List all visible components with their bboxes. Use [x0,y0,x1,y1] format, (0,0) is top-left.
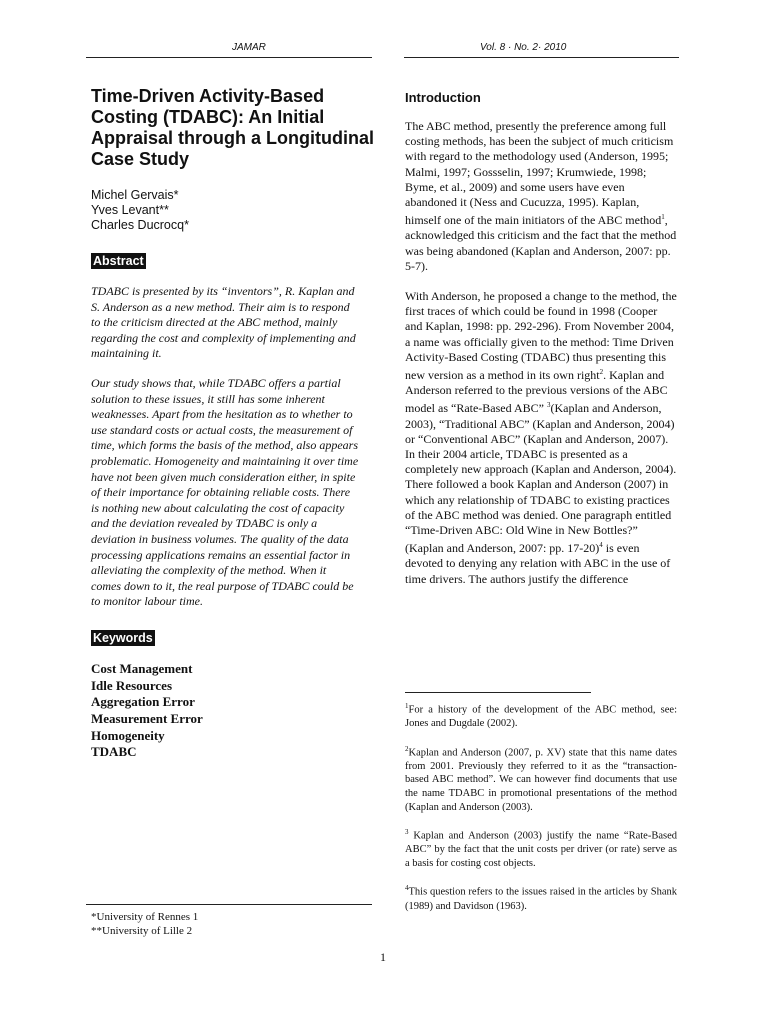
footnote: $^2$Kaplan and Anderson (2007, p. XV) state that this name dates from 2001. Previously they referred to it as the “transaction-based ABC method”. We can however find documents that use the name TDABC in promotional presentations of the method (Kaplan and Anderson (2003). [405,744,677,813]
footnote: $^4$This question refers to the issues raised in the articles by Shank (1989) and Davidson (1963). [405,884,677,912]
affiliation-rule [86,904,372,905]
footnote: $^3$ Kaplan and Anderson (2003) justify the name “Rate-Based ABC” by the fact that the unit costs per driver (or rate) serve as a basis for costing cost objects. [405,828,677,869]
footnote: $^1$For a history of the development of the ABC method, see: Jones and Dugdale (2002). [405,702,677,730]
abstract-label: Abstract [93,254,144,268]
keyword-list [91,661,381,761]
keyword: Cost Management [91,660,193,676]
abstract-paragraph: Our study shows that, while TDABC offers a partial solution to these issues, it still has some inherent weaknesses. Apart from the hesitation as to whether to use standard costs or actual costs, the measurement of time, which forms the basis of the method, also appears problematic. Homogeneity and maintaining it over time have not been given much consideration either, in spite of their importance for obtaining reliable costs. There is nothing new about calculating the cost of capacity and the deviation revealed by TDABC is only a deviation in business volumes. The quality of the data processing applications remains an essential factor in alleviating the complexity of the method. When it comes down to it, the real purpose of TDABC could be to monitor labour time. [91,375,359,609]
footnote-ref: 3 [546,401,551,410]
introduction-heading: Introduction [405,90,481,105]
journal-name: JAMAR [232,42,266,53]
keyword: Homogeneity [91,727,165,743]
introduction-paragraph: The ABC method, presently the preference among full costing methods, has been the subject of much criticism with regard to the methodology used (Anderson, 1995; Malmi, 1997; Gossselin, 1997; Krumwiede, 1998; Byme, et al., 2009) and some users have even abandoned it (Ness and Cucuzza, 1995). Kaplan, himself one of the main initiators of the ABC method$^1$, acknowledged this criticism and the fact that the method was being abandoned (Kaplan and Anderson, 2007: pp. 5-7). [405,119,677,273]
abstract-paragraph: TDABC is presented by its “inventors”, R. Kaplan and S. Anderson as a new method. Their aim is to respond to the criticism directed at the ABC method, mainly regarding the cost and complexity of implementing and maintaining it. [91,284,356,361]
keyword: TDABC [91,744,137,760]
article-title: Time-Driven Activity-Based Costing (TDABC): An Initial Appraisal through a Longitudinal Case Study [91,86,374,169]
keyword: Aggregation Error [91,694,195,710]
footnote-rule [405,692,591,693]
introduction-paragraph: With Anderson, he proposed a change to the method, the first traces of which could be found in 1998 (Cooper and Kaplan, 1998: pp. 292-296). From November 2004, a name was officially given to the method: Time Driven Activity-Based Costing (TDABC) thus presenting this new version as a method in its own right$^2$. Kaplan and Anderson referred to the previous versions of the ABC model as “Rate-Based ABC” $^3$(Kaplan and Anderson, 2003), “Traditional ABC” (Kaplan and Anderson, 2004) or “Conventional ABC” (Kaplan and Anderson, 2007). In their 2004 article, TDABC is presented as a completely new approach (Kaplan and Anderson, 2004). There followed a book Kaplan and Anderson (2007) in which any relationship of TDABC to existing practices of the ABC method was denied. One paragraph entitled “Time-Driven ABC: Old Wine in New Bottles?” (Kaplan and Anderson, 2007: pp. 17-20)$^4$ is even devoted to denying any relation with ABC in the use of time drivers. The authors justify the difference [405,289,677,586]
affiliation: *University of Rennes 1 [91,911,199,923]
right-column [405,90,677,587]
footnote-ref: 2 [599,368,604,377]
author-list [91,188,381,233]
author: Yves Levant** [91,203,169,217]
left-column [91,86,381,761]
footnote-ref: 4 [599,541,603,550]
header-rule-right [404,57,679,58]
volume-info: Vol. 8 · No. 2· 2010 [480,42,567,53]
footnote-ref: 1 [661,213,665,222]
author: Charles Ducrocq* [91,218,189,232]
keyword: Idle Resources [91,677,173,693]
page-number: 1 [380,950,386,964]
author: Michel Gervais* [91,188,179,202]
footnotes [405,700,677,925]
abstract-body [91,284,381,610]
keywords-label: Keywords [93,630,153,645]
header-rule-left [86,57,372,58]
affiliation: **University of Lille 2 [91,925,193,937]
keyword: Measurement Error [91,710,203,726]
affiliations [91,910,198,938]
